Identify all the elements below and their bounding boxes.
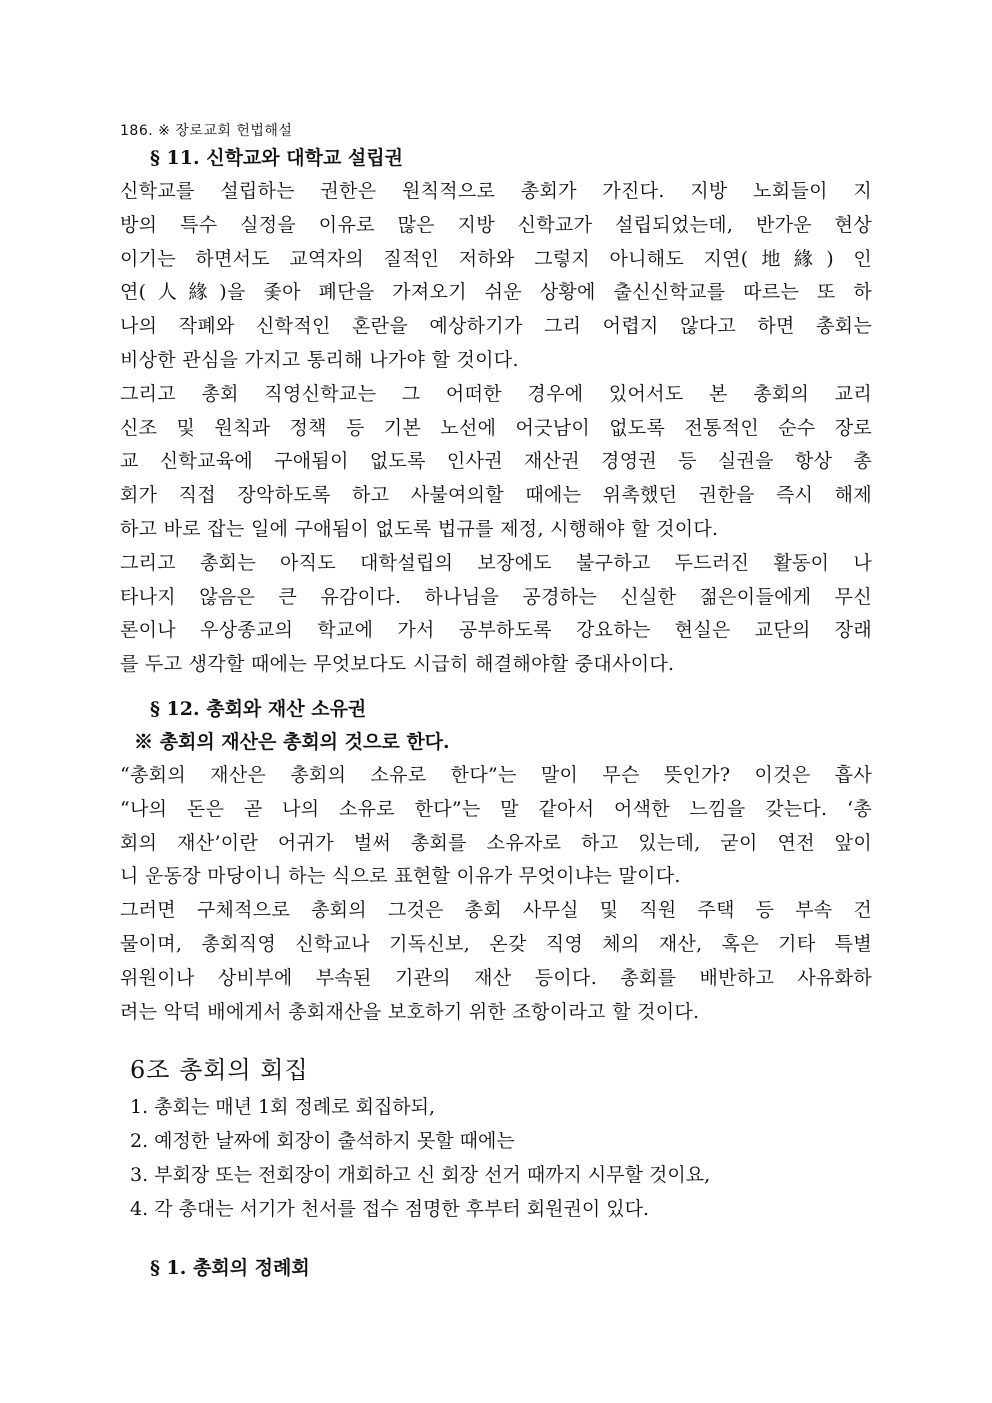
text-line: “나의 돈은 곧 나의 소유로 한다”는 말 같아서 어색한 느낌을 갖는다. ‘총 [120,797,872,820]
text-line: 회가 직접 장악하도록 하고 사불여의할 때에는 위촉했던 권한을 즉시 해제 [120,484,872,507]
list-item: 1. 총회는 매년 1회 정례로 회집하되, [130,1096,436,1118]
text-line: 위원이나 상비부에 부속된 기관의 재산 등이다. 총회를 배반하고 사유화하 [120,966,872,989]
text-line: 연(人緣)을 좇아 폐단을 가져오기 쉬운 상황에 출신신학교를 따르는 또 하 [120,281,872,304]
section-1 [120,1252,872,1285]
text-line: 방의 특수 실정을 이유로 많은 지방 신학교가 설립되었는데, 반가운 현상 [120,213,872,236]
text-line: 타나지 않음은 큰 유감이다. 하나님을 공경하는 신실한 젊은이들에게 무신 [120,585,872,608]
text-line: 회의 재산’이란 어귀가 벌써 총회를 소유자로 하고 있는데, 굳이 연전 앞이 [120,831,872,854]
section-12-heading: § 12. 총회와 재산 소유권 [150,698,367,720]
text-line: 니 운동장 마당이니 하는 식으로 표현할 이유가 무엇이냐는 말이다. [120,865,681,888]
section-11 [120,142,872,682]
page-number: 186. [120,123,154,139]
article-6-list [120,1090,872,1226]
text-line: 그리고 총회는 아직도 대학설립의 보장에도 불구하고 두드러진 활동이 나 [120,551,872,574]
text-line: 나의 작폐와 신학적인 혼란을 예상하기가 그리 어렵지 않다고 하면 총회는 [120,315,872,338]
section-11-heading: § 11. 신학교와 대학교 설립권 [150,147,403,169]
list-item: 4. 각 총대는 서기가 천서를 접수 점명한 후부터 회원권이 있다. [130,1198,650,1220]
list-item: 3. 부회장 또는 전회장이 개회하고 신 회장 선거 때까지 시무할 것이요, [130,1164,711,1186]
section-11-paragraph-1 [120,175,872,378]
article-6-title: 6조 총회의 회집 [130,1056,309,1084]
article-6 [120,1050,872,1226]
text-line: 하고 바로 잡는 일에 구애됨이 없도록 법규를 제정, 시행해야 할 것이다. [120,517,719,540]
text-line: 신학교를 설립하는 권한은 원칙적으로 총회가 가진다. 지방 노회들이 지 [120,180,872,202]
section-12 [120,693,872,1029]
text-line: 교 신학교육에 구애됨이 없도록 인사권 재산권 경영권 등 실권을 항상 총 [120,450,872,473]
text-line: 비상한 관심을 가지고 통리해 나가야 할 것이다. [120,348,519,371]
section-12-subheading: ※ 총회의 재산은 총회의 것으로 한다. [134,731,450,753]
list-item: 2. 예정한 날짜에 회장이 출석하지 못할 때에는 [130,1130,515,1152]
running-header [120,120,292,140]
text-line: 그러면 구체적으로 총회의 그것은 총회 사무실 및 직원 주택 등 부속 건 [120,899,872,922]
text-line: 물이며, 총회직영 신학교나 기독신보, 온갖 직영 체의 재산, 혹은 기타 특별 [120,932,872,955]
section-12-paragraph-2 [120,894,872,1029]
running-title: ※ 장로교회 헌법해설 [158,123,293,139]
text-line: 그리고 총회 직영신학교는 그 어떠한 경우에 있어서도 본 총회의 교리 [120,382,872,405]
text-line: 이기는 하면서도 교역자의 질적인 저하와 그렇지 아니해도 지연(地緣) 인 [120,247,872,270]
text-line: 론이나 우상종교의 학교에 가서 공부하도록 강요하는 현실은 교단의 장래 [120,619,872,642]
section-11-paragraph-3 [120,547,872,682]
text-line: 신조 및 원칙과 정책 등 기본 노선에 어긋남이 없도록 전통적인 순수 장로 [120,416,872,439]
section-11-paragraph-2 [120,378,872,547]
section-12-paragraph-1 [120,759,872,894]
section-1-heading: § 1. 총회의 정례회 [150,1257,310,1279]
text-line: 려는 악덕 배에게서 총회재산을 보호하기 위한 조항이라고 할 것이다. [120,1000,700,1023]
text-line: “총회의 재산은 총회의 소유로 한다”는 말이 무슨 뜻인가? 이것은 흡사 [120,764,872,786]
text-line: 를 두고 생각할 때에는 무엇보다도 시급히 해결해야할 중대사이다. [120,653,675,676]
